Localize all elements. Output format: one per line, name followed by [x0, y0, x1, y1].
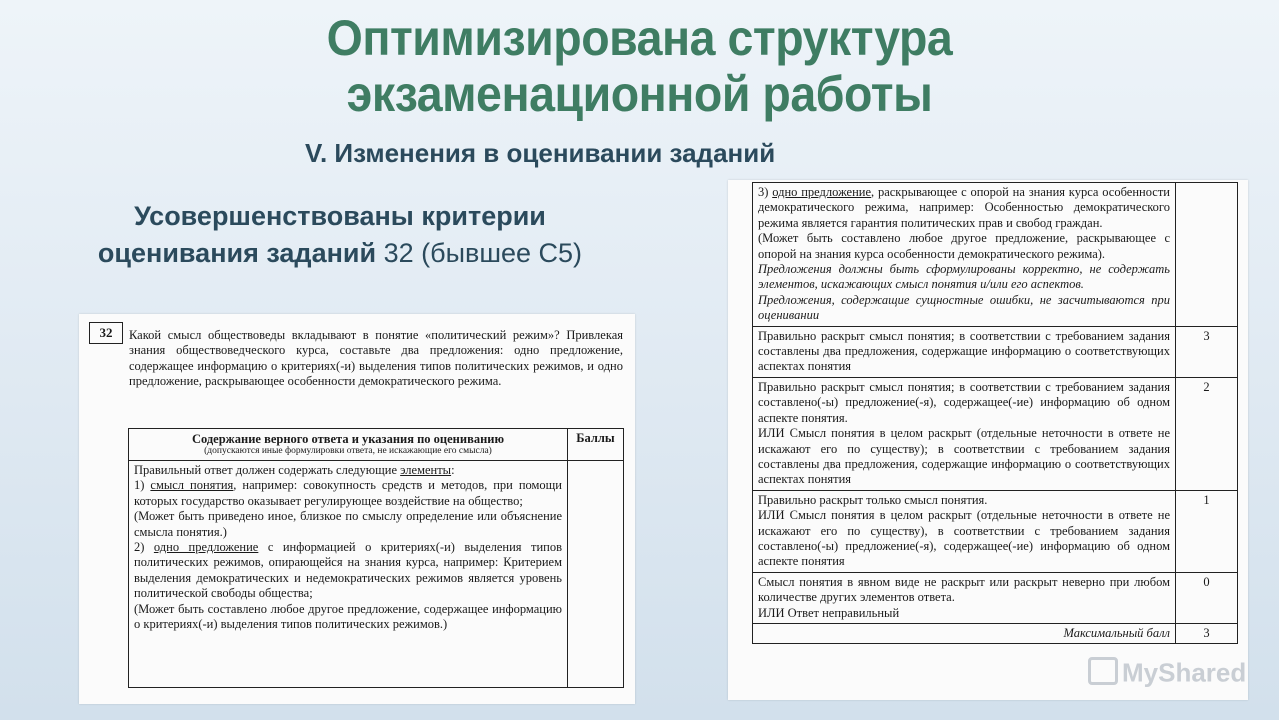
slide-subtitle: V. Изменения в оценивании заданий	[305, 138, 776, 168]
criteria-row	[753, 377, 1238, 490]
answer-table	[128, 428, 624, 688]
answer-header-title: Содержание верного ответа и указания по оцениванию	[191, 432, 505, 446]
answer-header-note: (допускаются иные формулировки ответа, не искажающие его смысла)	[204, 446, 492, 456]
criteria-continuation	[753, 183, 1176, 327]
task-question: Какой смысл обществоведы вкладывают в понятие «политический режим»? Привлекая знания обществоведческого курса, составьте два предложения: одно предложение, содержащее информацию о критериях(-и) выделения типов политических режимов, и одно предложение, раскрывающее особенности демократического режима.	[129, 328, 623, 389]
criteria-row	[753, 572, 1238, 623]
answer-para-4: 2) одно предложение с информацией о критериях(-и) выделения типов политических режимов, опирающейся на знания курса, например: Критерием выделения демократических и недемократических режимов является уровень политической свободы общества;	[134, 540, 562, 601]
max-score-value: 3	[1176, 623, 1238, 643]
answer-para-2: 1) смысл понятия, например: совокупность средств и методов, при помощи которых государство оказывает регулирующее воздействие на общество;	[134, 478, 562, 508]
criteria-points: 2	[1176, 377, 1238, 490]
presentation-icon	[1088, 657, 1118, 685]
criteria-para-4: Предложения, содержащие сущностные ошибки, не засчитываются при оценивании	[758, 292, 1170, 323]
criteria-para-2: (Может быть составлено любое другое предложение, раскрывающее с опорой на знания курса особенности демократического режима).	[758, 231, 1170, 261]
criteria-points: 0	[1176, 572, 1238, 623]
criteria-points: 1	[1176, 490, 1238, 572]
criteria-points: 3	[1176, 326, 1238, 377]
answer-content	[129, 461, 568, 688]
slide-title	[45, 10, 1234, 122]
lead-line-2-rest: 32 (бывшее С5)	[376, 238, 583, 268]
points-header: Баллы	[568, 429, 624, 461]
criteria-table	[752, 182, 1238, 644]
answer-para-3: (Может быть приведено иное, близкое по смыслу определение или объяснение смысла понятия.)	[134, 509, 562, 539]
watermark-text: MyShared	[1122, 657, 1247, 688]
answer-header	[129, 429, 568, 461]
answer-para-1: Правильный ответ должен содержать следующие элементы:	[134, 463, 455, 477]
title-line-2: экзаменационной работы	[346, 66, 933, 122]
lead-line-2-bold: оценивания заданий	[97, 238, 377, 268]
answer-para-5: (Может быть составлено любое другое предложение, содержащее информацию о критериях(-и) выделения типов политических режимов.)	[134, 601, 562, 632]
criteria-continuation-points	[1176, 183, 1238, 327]
task-32-document	[79, 314, 635, 704]
criteria-para-1: 3) одно предложение, раскрывающее с опорой на знания курса особенности демократического режима, например: Особенностью демократического режима является гарантия политических прав и свобод граждан.	[758, 185, 1170, 230]
criteria-text: Правильно раскрыт смысл понятия; в соответствии с требованием задания составлены два предложения, содержащие информацию о соответствующих аспектах понятия	[753, 326, 1176, 377]
criteria-para-3: Предложения должны быть сформулированы корректно, не содержать элементов, искажающих смысл понятия и/или его аспектов.	[758, 262, 1170, 292]
title-line-1: Оптимизирована структура	[326, 10, 953, 66]
watermark	[1088, 656, 1248, 690]
criteria-row	[753, 490, 1238, 572]
lead-line-1: Усовершенствованы критерии	[134, 201, 546, 231]
criteria-document	[728, 180, 1248, 700]
criteria-text: Правильно раскрыт только смысл понятия. ИЛИ Смысл понятия в целом раскрыт (отдельные неточности в ответе не искажают его по существу), в соответствии с требованием задания составлено(-ы) предложение(-я), содержащее(-ие) информацию об одном аспекте понятия	[753, 490, 1176, 572]
criteria-text: Смысл понятия в явном виде не раскрыт или раскрыт неверно при любом количестве других элементов ответа. ИЛИ Ответ неправильный	[753, 572, 1176, 623]
criteria-text: Правильно раскрыт смысл понятия; в соответствии с требованием задания составлено(-ы) предложение(-я), содержащее(-ие) информацию об одном аспекте понятия. ИЛИ Смысл понятия в целом раскрыт (отдельные неточности в ответе не искажают его по существу); в соответствии с требованием задания составлены два предложения, содержащие информацию о соответствующих аспектах понятия	[753, 377, 1176, 490]
answer-points-cell	[568, 461, 624, 688]
criteria-row	[753, 326, 1238, 377]
lead-text	[30, 198, 650, 272]
max-score-label: Максимальный балл	[753, 623, 1176, 643]
task-number: 32	[89, 322, 123, 344]
